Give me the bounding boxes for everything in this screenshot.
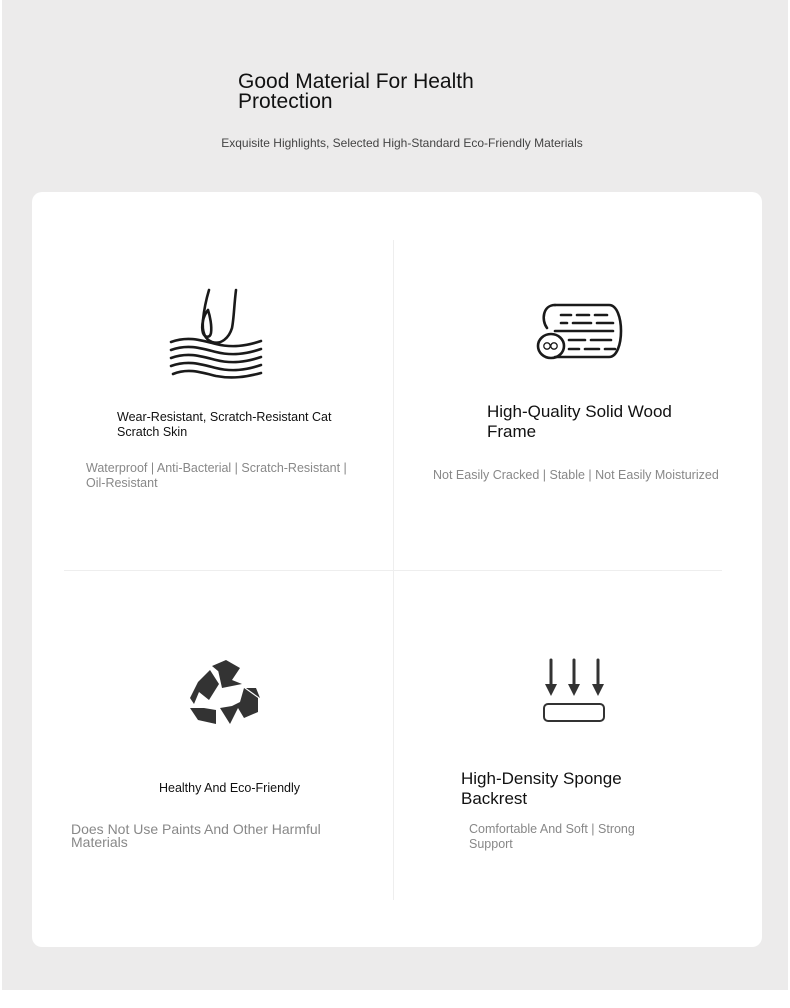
finger-scratch-icon bbox=[168, 286, 264, 380]
wood-log-icon bbox=[533, 302, 625, 362]
feature-title: Healthy And Eco-Friendly bbox=[158, 781, 301, 795]
feature-description: Waterproof | Anti-Bacterial | Scratch-Resistant | Oil-Resistant bbox=[86, 461, 347, 490]
feature-title: High-Quality Solid Wood Frame bbox=[487, 402, 672, 441]
features-card bbox=[32, 192, 762, 947]
page-subtitle: Exquisite Highlights, Selected High-Standard Eco-Friendly Materials bbox=[221, 136, 583, 150]
feature-description: Not Easily Cracked | Stable | Not Easily Moisturized bbox=[433, 468, 719, 482]
feature-title: Wear-Resistant, Scratch-Resistant Cat Scratch Skin bbox=[117, 410, 332, 439]
feature-description: Comfortable And Soft | Strong Support bbox=[469, 822, 635, 851]
page-title: Good Material For Health Protection bbox=[238, 70, 474, 113]
feature-description: Does Not Use Paints And Other Harmful Materials bbox=[71, 821, 321, 850]
horizontal-divider bbox=[64, 570, 722, 571]
pressure-sponge-icon bbox=[541, 658, 607, 724]
feature-title: High-Density Sponge Backrest bbox=[461, 769, 622, 808]
recycle-icon bbox=[186, 658, 264, 730]
